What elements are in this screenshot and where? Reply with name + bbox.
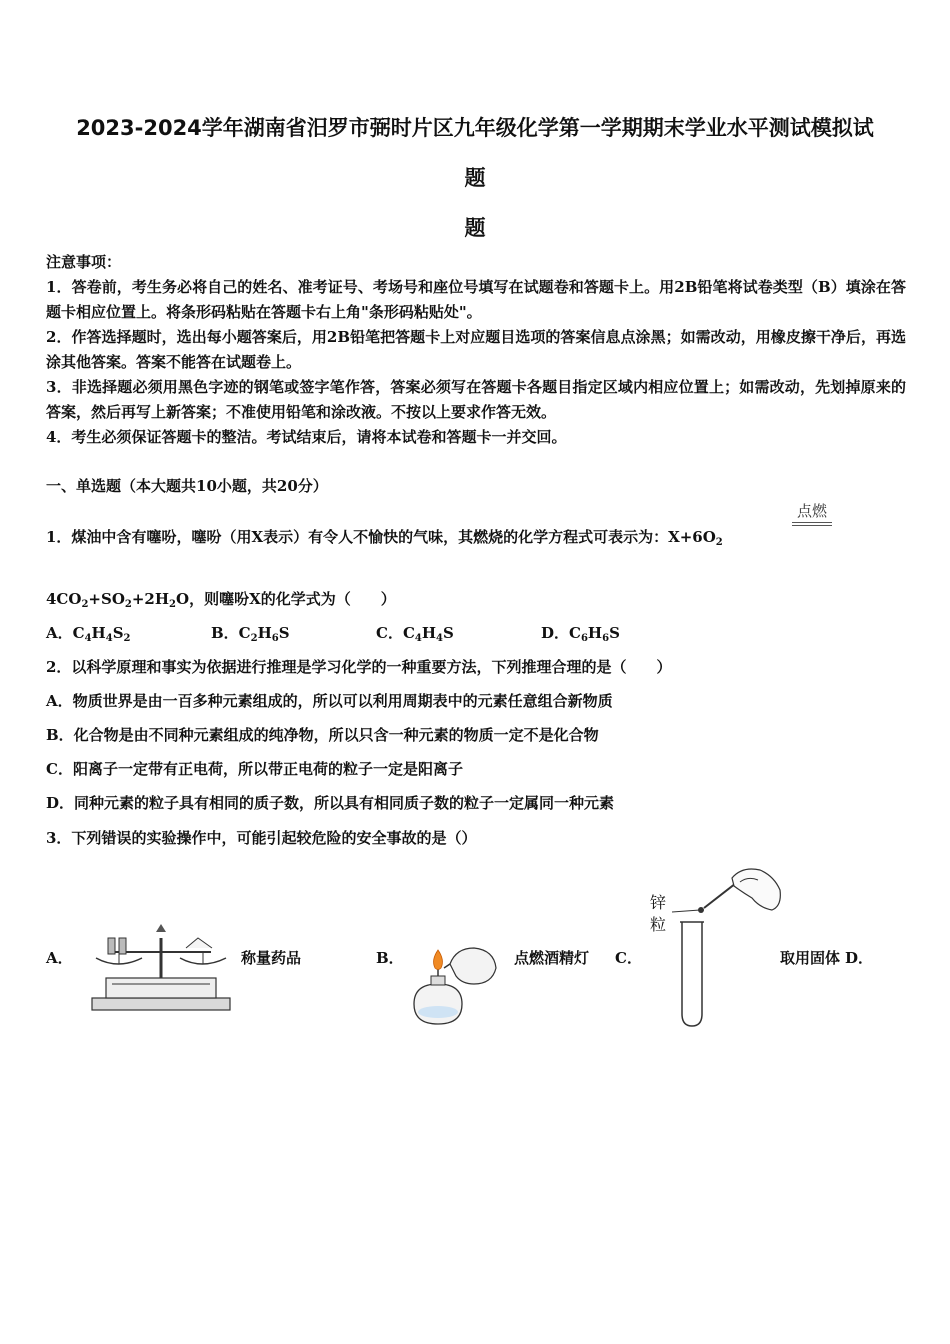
balance-body	[106, 978, 216, 998]
option-text: S	[278, 624, 290, 642]
paper-with-chemical	[186, 938, 212, 948]
sub: 2	[81, 599, 89, 610]
test-tube	[682, 922, 702, 1026]
q2-option-c[interactable]: C．阳离子一定带有正电荷，所以带正电荷的粒子一定是阳离子	[46, 760, 463, 778]
sub: 4	[84, 633, 92, 644]
zinc-label-1: 锌	[650, 893, 667, 912]
option-text: S	[112, 624, 124, 642]
lighting-lamp	[450, 948, 496, 984]
alcohol-lamp-illustration	[404, 938, 510, 1030]
q2-option-a[interactable]: A．物质世界是由一百多种元素组成的，所以可以利用周期表中的元素任意组合新物质	[46, 692, 613, 710]
q3-option-c-label[interactable]: C．	[615, 949, 642, 967]
product-so2: +SO	[88, 590, 125, 608]
q1-stem-sub: 2	[715, 537, 723, 548]
zinc-label-2: 粒	[650, 915, 667, 934]
flame-icon	[434, 950, 443, 970]
option-text: H	[587, 624, 603, 642]
reaction-condition	[792, 500, 832, 526]
balance-pointer	[156, 924, 166, 932]
exam-title: 2023-2024学年湖南省汨罗市弼时片区九年级化学第一学期期末学业水平测试模拟试	[76, 116, 874, 140]
notice-item-1: 1．答卷前，考生务必将自己的姓名、准考证号、考场号和座位号填写在试题卷和答题卡上。用2B铅笔将试卷类型（B）填涂在答题卡相应位置上。将条形码粘贴在答题卡右上角"条形码粘贴处"。	[46, 278, 906, 321]
sub: 4	[105, 633, 113, 644]
q2-option-b[interactable]: B．化合物是由不同种元素组成的纯净物，所以只含一种元素的物质一定不是化合物	[46, 726, 599, 744]
lamp-neck	[431, 976, 445, 985]
exam-title-repeat: 题	[464, 216, 486, 240]
option-text: D．C	[541, 624, 581, 642]
sub: 2	[250, 633, 258, 644]
q1-stem-text: 1．煤油中含有噻吩，噻吩（用X表示）有令人不愉快的气味，其燃烧的化学方程式可表示为：X+6O	[46, 528, 716, 546]
test-tube-illustration	[668, 862, 788, 1032]
product-h2o: +2H	[131, 590, 170, 608]
zinc-granule	[698, 907, 704, 913]
q3-option-a-label[interactable]: A．	[46, 949, 73, 967]
q3-option-c-text: 取用固体	[780, 949, 841, 967]
section-heading: 一、单选题（本大题共10小题，共20分）	[46, 477, 328, 495]
sub: 2	[169, 599, 177, 610]
sub: 4	[436, 633, 444, 644]
q1-option-b[interactable]	[211, 622, 290, 643]
option-text: H	[421, 624, 437, 642]
option-text: H	[91, 624, 106, 642]
weight-2	[119, 938, 126, 954]
option-text: C．C	[376, 624, 415, 642]
notice-item-4: 4．考生必须保证答题卡的整洁。考试结束后，请将本试卷和答题卡一并交回。	[46, 428, 567, 446]
q3-option-b-text: 点燃酒精灯	[514, 949, 590, 967]
q3-option-d-label[interactable]: D．	[845, 949, 874, 967]
product-co2: 4CO	[46, 590, 82, 608]
equation-arrow	[792, 522, 832, 526]
sub: 2	[123, 633, 131, 644]
tilted-wick	[444, 964, 450, 968]
option-text: H	[257, 624, 272, 642]
q3-stem: 3．下列错误的实验操作中，可能引起较危险的安全事故的是（）	[46, 829, 477, 847]
sub: 6	[271, 633, 279, 644]
q2-stem: 2．以科学原理和事实为依据进行推理是学习化学的一种重要方法，下列推理合理的是（ ）	[46, 658, 672, 676]
sub: 6	[580, 633, 588, 644]
q1-equation-products	[46, 588, 396, 609]
sub: 4	[414, 633, 422, 644]
q3-option-b-label[interactable]: B．	[376, 949, 404, 967]
hand-icon	[732, 869, 780, 910]
notice-block	[46, 250, 906, 450]
option-text: A．C	[46, 624, 85, 642]
q1-option-d[interactable]	[541, 622, 620, 643]
q1-stem	[46, 526, 723, 547]
balance-scale-illustration	[86, 920, 236, 1016]
balance-base	[92, 998, 230, 1010]
q1-question-text: O，则噻吩X的化学式为（ ）	[176, 590, 396, 608]
q1-option-c[interactable]	[376, 622, 454, 643]
sub: 2	[124, 599, 132, 610]
option-text: S	[443, 624, 454, 642]
q2-option-d[interactable]: D．同种元素的粒子具有相同的质子数，所以具有相同质子数的粒子一定属同一种元素	[46, 794, 615, 812]
weight-1	[108, 938, 115, 954]
q1-option-a[interactable]	[46, 622, 131, 643]
option-text: B．C	[211, 624, 251, 642]
notice-heading: 注意事项：	[46, 253, 122, 271]
sub: 6	[602, 633, 610, 644]
notice-item-2: 2．作答选择题时，选出每小题答案后，用2B铅笔把答题卡上对应题目选项的答案信息点涂黑；如需改动，用橡皮擦干净后，再选涂其他答案。答案不能答在试题卷上。	[46, 328, 906, 371]
option-text: S	[609, 624, 620, 642]
notice-item-3: 3．非选择题必须用黑色字迹的钢笔或签字笔作答，答案必须写在答题卡各题目指定区域内相应位置上；如需改动，先划掉原来的答案，然后再写上新答案；不准使用铅笔和涂改液。不按以上要求作答无效。	[46, 378, 906, 421]
zinc-pointer	[672, 910, 700, 912]
q3-option-a-text: 称量药品	[241, 949, 302, 967]
exam-title-continued: 题	[464, 166, 486, 190]
alcohol-level	[418, 1006, 458, 1018]
condition-label: 点燃	[796, 502, 827, 520]
